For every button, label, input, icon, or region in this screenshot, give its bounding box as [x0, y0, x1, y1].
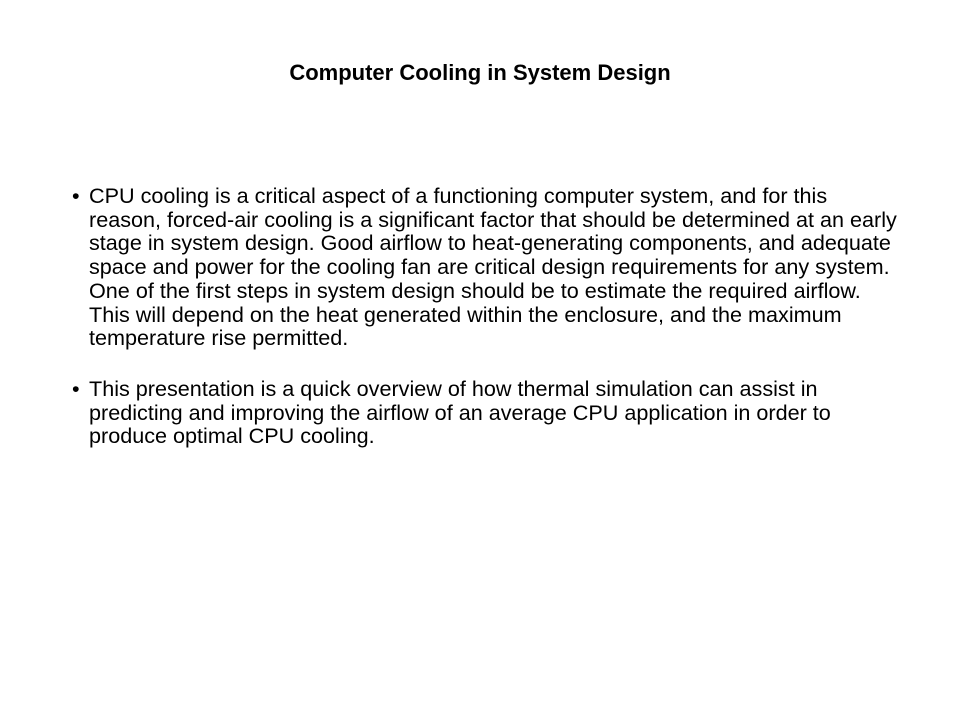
bullet-marker: •: [72, 183, 80, 208]
bullet-item: [72, 377, 902, 448]
bullet-text: This presentation is a quick overview of how thermal simulation can assist in predicting and improving the airflow of an average CPU application in order to produce optimal CPU cooling.: [89, 375, 831, 449]
bullet-marker: •: [72, 375, 80, 401]
slide-title: Computer Cooling in System Design: [289, 60, 671, 85]
bullet-item: [72, 184, 902, 350]
bullet-text: CPU cooling is a critical aspect of a functioning computer system, and for this reason, forced-air cooling is a significant factor that should be determined at an early stage in system design. Good airflow to heat-generating components, and adequate space and power for the cooling fan are critical design requirements for any system. One of the first steps in system design should be to estimate the required airflow. This will depend on the heat generated within the enclosure, and the maximum temperature rise permitted.: [89, 183, 897, 351]
bullet-list: [72, 184, 902, 475]
